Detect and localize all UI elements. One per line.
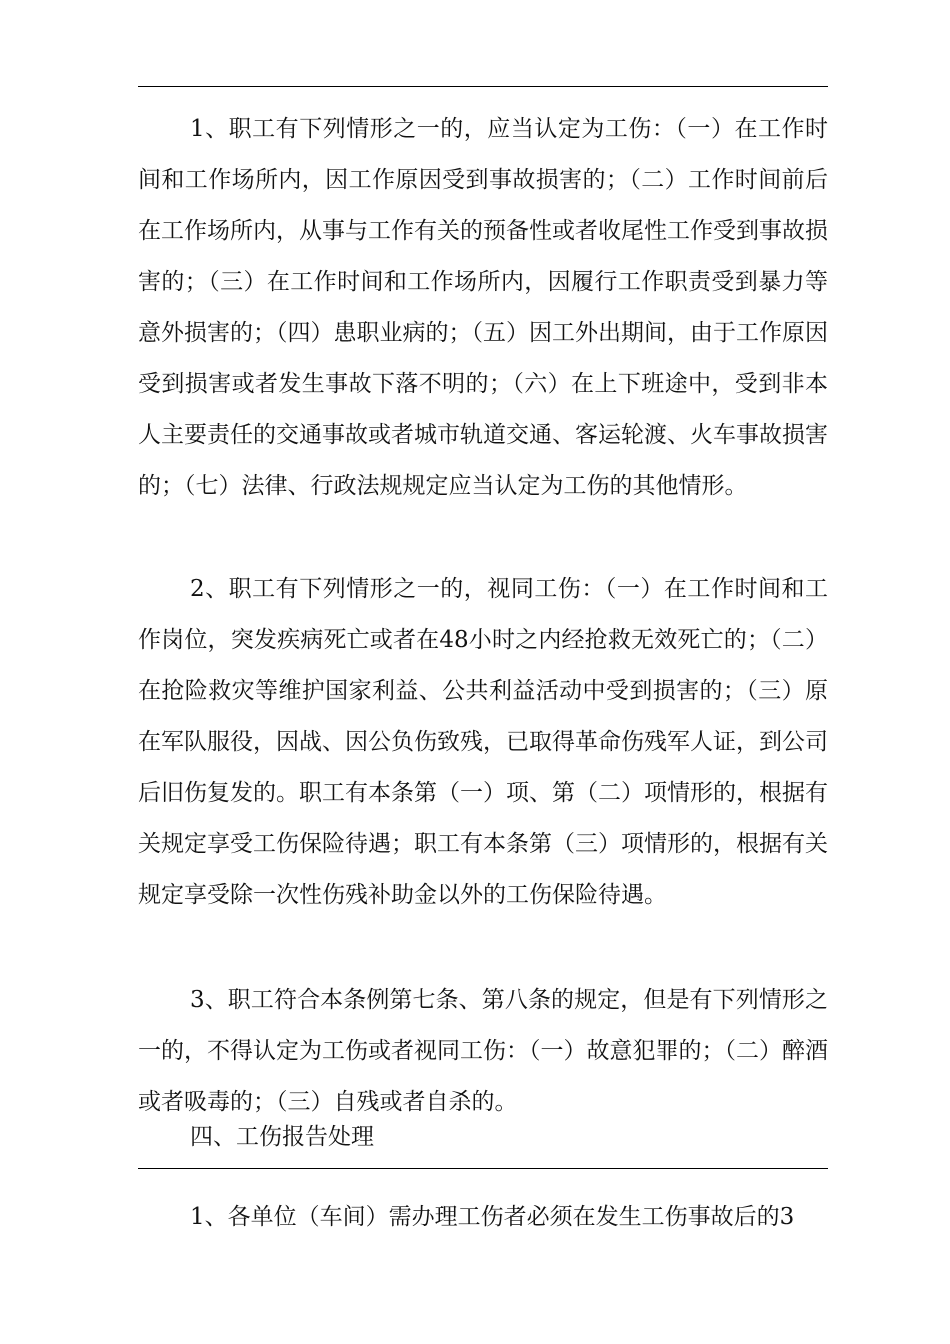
paragraph-5 [138, 1192, 828, 1243]
section-heading [138, 1112, 828, 1163]
paragraph-3 [138, 975, 828, 1128]
paragraph-3-text: 3、职工符合本条例第七条、第八条的规定，但是有下列情形之一的，不得认定为工伤或者视同工伤：（一）故意犯罪的；（二）醉酒或者吸毒的；（三）自残或者自杀的。 [138, 987, 828, 1115]
paragraph-2-text: 2、职工有下列情形之一的，视同工伤：（一）在工作时间和工作岗位，突发疾病死亡或者在48小时之内经抢救无效死亡的；（二）在抢险救灾等维护国家利益、公共利益活动中受到损害的；（三）原在军队服役，因战、因公负伤致残，已取得革命伤残军人证，到公司后旧伤复发的。职工有本条第（一）项、第（二）项情形的，根据有关规定享受工伤保险待遇；职工有本条第（三）项情形的，根据有关规定享受除一次性伤残补助金以外的工伤保险待遇。 [138, 576, 828, 908]
paragraph-1-text: 1、职工有下列情形之一的，应当认定为工伤：（一）在工作时间和工作场所内，因工作原因受到事故损害的；（二）工作时间前后在工作场所内，从事与工作有关的预备性或者收尾性工作受到事故损害的；（三）在工作时间和工作场所内，因履行工作职责受到暴力等意外损害的；（四）患职业病的；（五）因工外出期间，由于工作原因受到损害或者发生事故下落不明的；（六）在上下班途中，受到非本人主要责任的交通事故或者城市轨道交通、客运轮渡、火车事故损害的；（七）法律、行政法规规定应当认定为工伤的其他情形。 [138, 116, 828, 499]
paragraph-5-text: 1、各单位（车间）需办理工伤者必须在发生工伤事故后的3 [190, 1204, 795, 1230]
section-heading-text: 四、工伤报告处理 [190, 1124, 374, 1150]
header-rule [138, 86, 828, 87]
paragraph-1 [138, 104, 828, 512]
page-break-rule [138, 1168, 828, 1169]
paragraph-2 [138, 564, 828, 921]
